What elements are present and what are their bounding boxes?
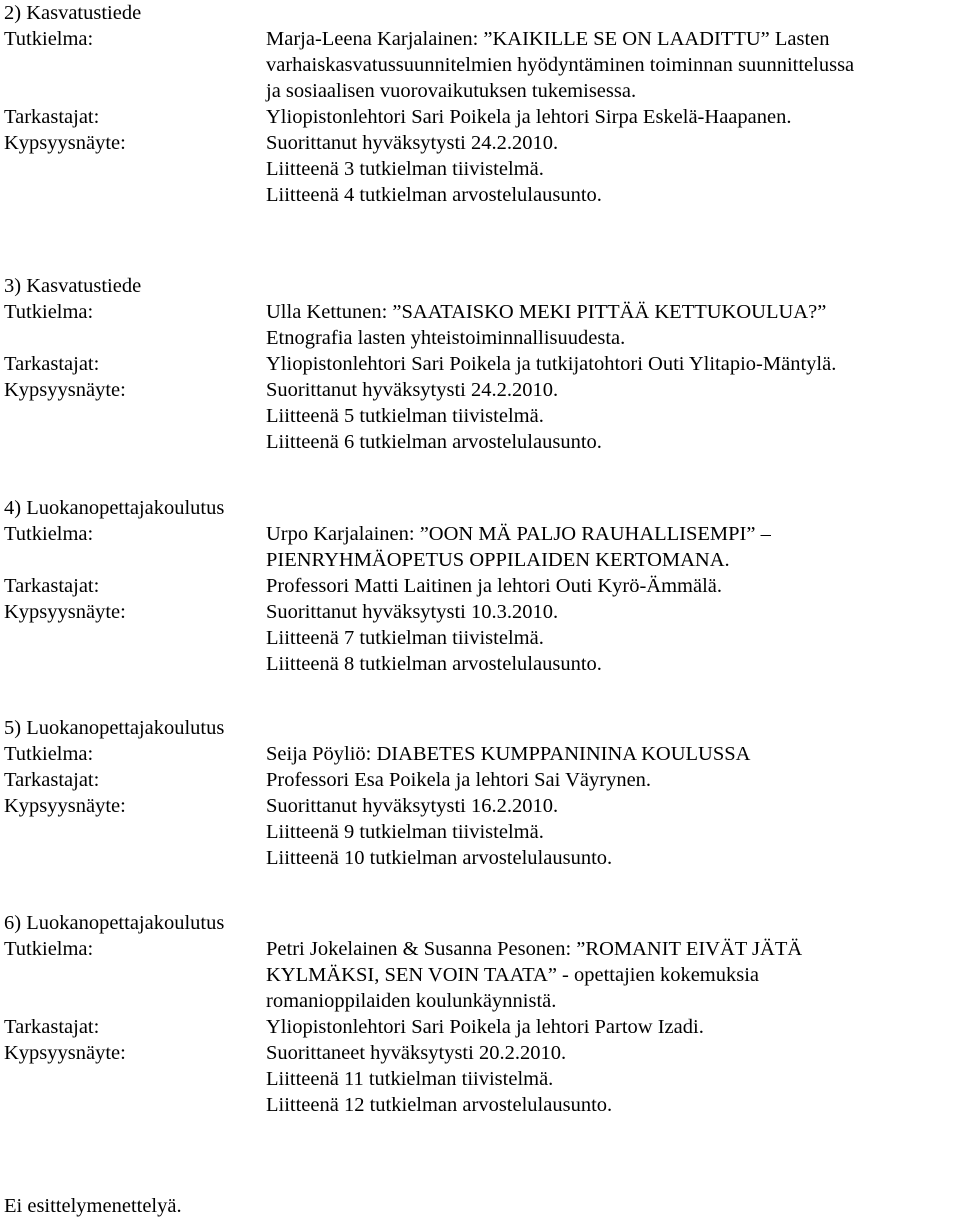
thesis-label: Tutkielma: xyxy=(4,938,94,960)
thesis-row xyxy=(4,26,854,104)
thesis-row xyxy=(4,936,802,1014)
thesis-value xyxy=(266,521,771,573)
sample-value xyxy=(266,130,854,208)
section-heading: 4) Luokanopettajakoulutus xyxy=(4,497,225,519)
reviewers-row xyxy=(4,351,836,377)
sample-label: Kypsyysnäyte: xyxy=(4,132,126,154)
attachment-line: Liitteenä 3 tutkielman tiivistelmä. xyxy=(266,158,544,180)
reviewers-value: Yliopistonlehtori Sari Poikela ja tutkijatohtori Outi Ylitapio-Mäntylä. xyxy=(266,353,837,375)
attachment-line: Liitteenä 12 tutkielman arvostelulausunto. xyxy=(266,1094,613,1116)
sample-line: Suorittaneet hyväksytysti 20.2.2010. xyxy=(266,1042,567,1064)
sample-line: Suorittanut hyväksytysti 24.2.2010. xyxy=(266,379,559,401)
reviewers-label: Tarkastajat: xyxy=(4,769,100,791)
thesis-line: Urpo Karjalainen: ”OON MÄ PALJO RAUHALLISEMPI” – xyxy=(266,523,771,545)
footer-note: Ei esittelymenettelyä. xyxy=(4,1195,182,1217)
sample-value xyxy=(266,1040,802,1118)
thesis-label: Tutkielma: xyxy=(4,743,94,765)
thesis-label: Tutkielma: xyxy=(4,301,94,323)
section-6-luokanopettajakoulutus xyxy=(4,910,802,1118)
section-3-kasvatustiede xyxy=(4,273,836,455)
section-heading: 3) Kasvatustiede xyxy=(4,275,142,297)
sample-row xyxy=(4,1040,802,1118)
reviewers-row xyxy=(4,573,771,599)
sample-label: Kypsyysnäyte: xyxy=(4,601,126,623)
reviewers-label: Tarkastajat: xyxy=(4,575,100,597)
thesis-line: Ulla Kettunen: ”SAATAISKO MEKI PITTÄÄ KETTUKOULUA?” xyxy=(266,301,827,323)
sample-value xyxy=(266,599,771,677)
attachment-line: Liitteenä 6 tutkielman arvostelulausunto. xyxy=(266,431,602,453)
thesis-line: Marja-Leena Karjalainen: ”KAIKILLE SE ON LAADITTU” Lasten xyxy=(266,28,830,50)
thesis-label: Tutkielma: xyxy=(4,28,94,50)
thesis-row xyxy=(4,741,750,767)
reviewers-value: Professori Matti Laitinen ja lehtori Outi Kyrö-Ämmälä. xyxy=(266,575,723,597)
thesis-value xyxy=(266,741,750,767)
thesis-row xyxy=(4,299,836,351)
section-4-luokanopettajakoulutus xyxy=(4,495,771,677)
thesis-label: Tutkielma: xyxy=(4,523,94,545)
section-heading: 2) Kasvatustiede xyxy=(4,2,142,24)
reviewers-label: Tarkastajat: xyxy=(4,106,100,128)
attachment-line: Liitteenä 7 tutkielman tiivistelmä. xyxy=(266,627,544,649)
reviewers-value: Yliopistonlehtori Sari Poikela ja lehtori Partow Izadi. xyxy=(266,1016,704,1038)
sample-label: Kypsyysnäyte: xyxy=(4,379,126,401)
thesis-row xyxy=(4,521,771,573)
attachment-line: Liitteenä 11 tutkielman tiivistelmä. xyxy=(266,1068,554,1090)
sample-row xyxy=(4,793,750,871)
thesis-line: KYLMÄKSI, SEN VOIN TAATA” - opettajien kokemuksia xyxy=(266,964,760,986)
attachment-line: Liitteenä 9 tutkielman tiivistelmä. xyxy=(266,821,544,843)
thesis-line: Petri Jokelainen & Susanna Pesonen: ”ROMANIT EIVÄT JÄTÄ xyxy=(266,938,803,960)
sample-row xyxy=(4,130,854,208)
thesis-line: PIENRYHMÄOPETUS OPPILAIDEN KERTOMANA. xyxy=(266,549,730,571)
thesis-value xyxy=(266,26,854,104)
sample-line: Suorittanut hyväksytysti 16.2.2010. xyxy=(266,795,559,817)
sample-line: Suorittanut hyväksytysti 24.2.2010. xyxy=(266,132,559,154)
reviewers-row xyxy=(4,1014,802,1040)
section-2-kasvatustiede xyxy=(4,0,854,208)
sample-row xyxy=(4,599,771,677)
thesis-line: Etnografia lasten yhteistoiminnallisuudesta. xyxy=(266,327,626,349)
thesis-line: Seija Pöyliö: DIABETES KUMPPANININA KOULUSSA xyxy=(266,743,751,765)
reviewers-row xyxy=(4,767,750,793)
thesis-line: ja sosiaalisen vuorovaikutuksen tukemisessa. xyxy=(266,80,637,102)
section-5-luokanopettajakoulutus xyxy=(4,715,750,871)
attachment-line: Liitteenä 5 tutkielman tiivistelmä. xyxy=(266,405,544,427)
reviewers-value: Yliopistonlehtori Sari Poikela ja lehtori Sirpa Eskelä-Haapanen. xyxy=(266,106,792,128)
attachment-line: Liitteenä 4 tutkielman arvostelulausunto. xyxy=(266,184,602,206)
attachment-line: Liitteenä 8 tutkielman arvostelulausunto. xyxy=(266,653,602,675)
sample-label: Kypsyysnäyte: xyxy=(4,795,126,817)
thesis-value xyxy=(266,936,802,1014)
sample-value xyxy=(266,377,836,455)
sample-line: Suorittanut hyväksytysti 10.3.2010. xyxy=(266,601,559,623)
sample-value xyxy=(266,793,750,871)
reviewers-label: Tarkastajat: xyxy=(4,353,100,375)
section-heading: 5) Luokanopettajakoulutus xyxy=(4,717,225,739)
thesis-line: varhaiskasvatussuunnitelmien hyödyntäminen toiminnan suunnittelussa xyxy=(266,54,855,76)
sample-label: Kypsyysnäyte: xyxy=(4,1042,126,1064)
attachment-line: Liitteenä 10 tutkielman arvostelulausunto. xyxy=(266,847,613,869)
reviewers-value: Professori Esa Poikela ja lehtori Sai Väyrynen. xyxy=(266,769,652,791)
thesis-line: romanioppilaiden koulunkäynnistä. xyxy=(266,990,557,1012)
thesis-value xyxy=(266,299,836,351)
section-heading: 6) Luokanopettajakoulutus xyxy=(4,912,225,934)
reviewers-label: Tarkastajat: xyxy=(4,1016,100,1038)
reviewers-row xyxy=(4,104,854,130)
sample-row xyxy=(4,377,836,455)
